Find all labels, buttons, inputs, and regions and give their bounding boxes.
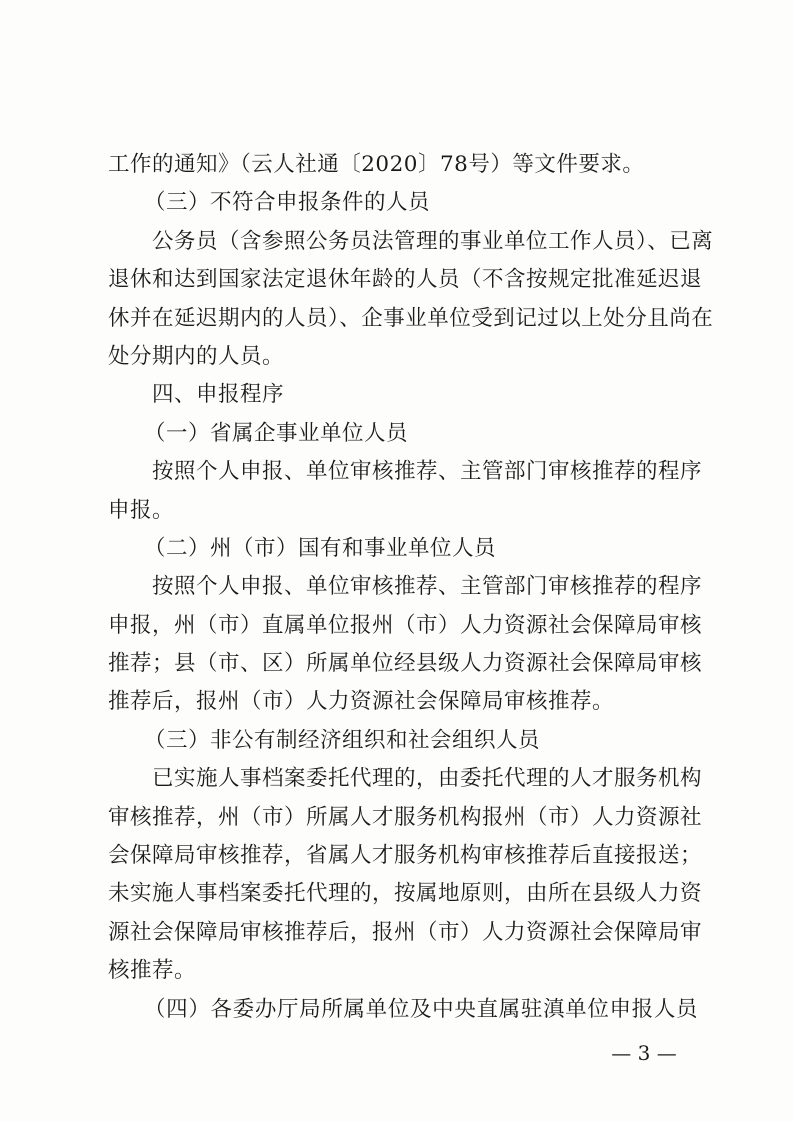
text-line: 申报，州（市）直属单位报州（市）人力资源社会保障局审核 xyxy=(108,612,703,638)
text-line: 按照个人申报、单位审核推荐、主管部门审核推荐的程序 xyxy=(152,459,703,485)
text-line: （二）州（市）国有和事业单位人员 xyxy=(144,535,497,561)
text-line: （一）省属企事业单位人员 xyxy=(144,420,409,446)
text-line: 工作的通知》（云人社通〔2020〕78号）等文件要求。 xyxy=(108,152,645,177)
text-line: 会保障局审核推荐，省属人才服务机构审核推荐后直接报送； xyxy=(108,843,703,869)
text-line: （三）非公有制经济组织和社会组织人员 xyxy=(144,727,541,753)
text-line: 处分期内的人员。 xyxy=(108,343,285,369)
text-line: 休并在延迟期内的人员）、企事业单位受到记过以上处分且尚在 xyxy=(108,305,714,331)
text-line: 申报。 xyxy=(108,497,175,523)
text-line: 已实施人事档案委托代理的，由委托代理的人才服务机构 xyxy=(152,766,703,792)
text-line: 退休和达到国家法定退休年龄的人员（不含按规定批准延迟退 xyxy=(108,267,703,293)
text-line: 源社会保障局审核推荐后，报州（市）人力资源社会保障局审 xyxy=(108,919,703,945)
text-line: 核推荐。 xyxy=(108,958,197,984)
text-line: 推荐；县（市、区）所属单位经县级人力资源社会保障局审核 xyxy=(108,651,703,677)
text-line: 四、申报程序 xyxy=(152,382,285,408)
text-line: （四）各委办厅局所属单位及中央直属驻滇单位申报人员 xyxy=(144,996,698,1022)
text-line: 审核推荐，州（市）所属人才服务机构报州（市）人力资源社 xyxy=(108,804,703,830)
text-line: 推荐后，报州（市）人力资源社会保障局审核推荐。 xyxy=(108,689,615,715)
page-number: — 3 — xyxy=(611,1041,677,1065)
text-line: （三）不符合申报条件的人员 xyxy=(144,190,431,216)
document-body xyxy=(108,146,714,1029)
text-line: 未实施人事档案委托代理的，按属地原则，由所在县级人力资 xyxy=(108,881,703,907)
text-line: 公务员（含参照公务员法管理的事业单位工作人员）、已离 xyxy=(152,228,714,254)
text-line: 按照个人申报、单位审核推荐、主管部门审核推荐的程序 xyxy=(152,574,703,600)
